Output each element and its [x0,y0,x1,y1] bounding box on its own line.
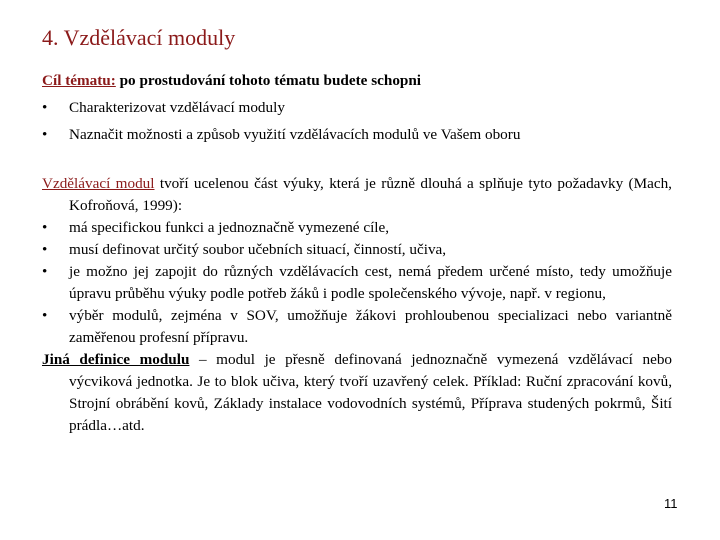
definition-term: Vzdělávací modul [42,175,155,192]
bullet-icon: • [42,307,48,324]
goal-item [42,94,672,121]
goal-heading [42,70,672,92]
definition-text: tvoří ucelenou část výuky, která je různě dlouhá a splňuje tyto požadavky (Mach, Kofroňová, 1999): [69,175,672,214]
slide-title: 4. Vzdělávací moduly [42,25,236,50]
goal-item [42,121,672,148]
requirement-text: má specifickou funkci a jednoznačně vymezené cíle, [69,219,390,236]
bullet-icon: • [42,219,48,236]
bullet-icon: • [42,263,48,280]
other-definition-text: – modul je přesně definovaná jednoznačně vymezená vzdělávací nebo výcviková jednotka. Je to blok učiva, který tvoří uzavřený celek. Příklad: Ruční zpracování kovů, Strojní obrábění kovů, Základy instalace vodovodních systémů, Příprava studených pokrmů, Šití prádla…atd. [69,351,673,434]
bullet-icon: • [42,241,48,258]
goal-item-text: Naznačit možnosti a způsob využití vzdělávacích modulů ve Vašem oboru [69,126,521,143]
page-number: 11 [664,496,678,511]
goal-label: Cíl tématu: [42,72,116,89]
requirement-item [42,239,672,261]
goal-text: po prostudování tohoto tématu budete schopni [115,72,422,89]
goal-item-text: Charakterizovat vzdělávací moduly [69,99,285,116]
bullet-icon: • [42,99,48,116]
definition-paragraph [42,173,672,217]
requirement-item [42,217,672,239]
goal-list [42,94,672,148]
requirement-item [42,261,672,305]
other-definition-term: Jiná definice modulu [42,351,190,368]
main-content [42,173,672,437]
requirement-text: musí definovat určitý soubor učebních situací, činností, učiva, [69,241,447,258]
requirement-text: výběr modulů, zejména v SOV, umožňuje žákovi prohloubenou specializaci nebo variantně zaměřenou profesní přípravu. [69,307,672,346]
requirement-item [42,305,672,349]
bullet-icon: • [42,126,48,143]
requirement-text: je možno jej zapojit do různých vzdělávacích cest, nemá předem určené místo, tedy umožňuje úpravu průběhu výuky podle potřeb žáků i podle společenského vývoje, např. v regionu, [69,263,672,302]
other-definition-paragraph [42,349,672,437]
